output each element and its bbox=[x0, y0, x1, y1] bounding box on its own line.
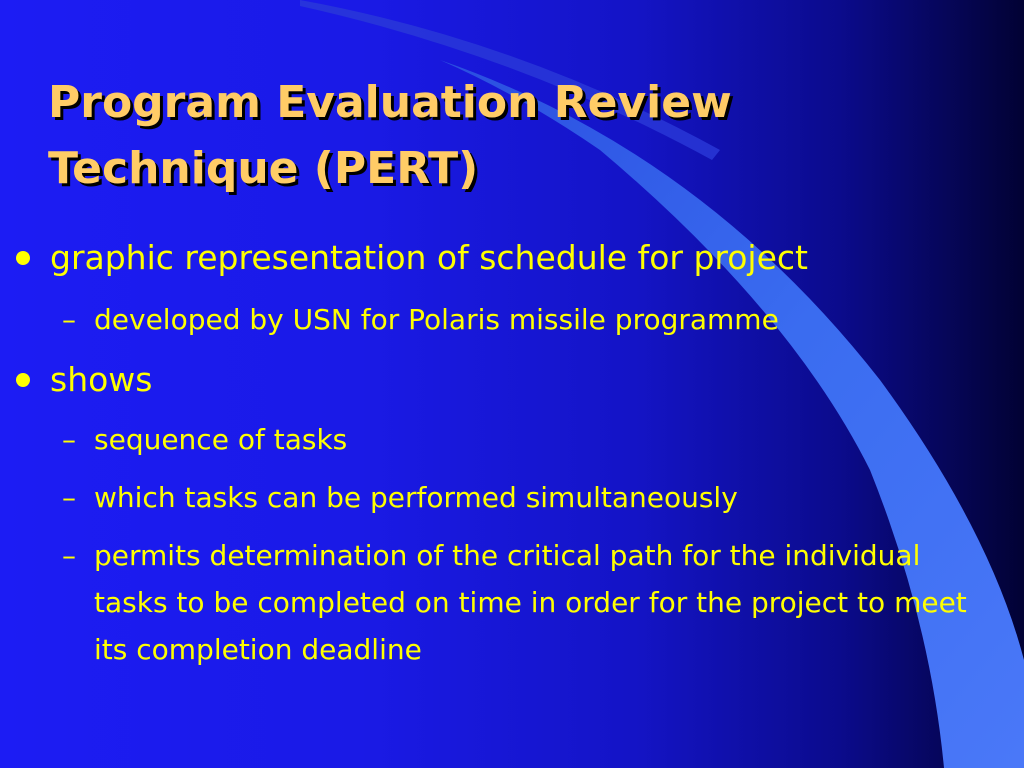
sub-bullet-text: developed by USN for Polaris missile programme bbox=[94, 303, 779, 336]
bullet-text: graphic representation of schedule for project bbox=[50, 238, 808, 277]
bullet-dot-icon bbox=[16, 251, 30, 265]
dash-icon: – bbox=[62, 303, 76, 336]
bullet-dot-icon bbox=[16, 373, 30, 387]
bullet-text: shows bbox=[50, 360, 153, 399]
dash-icon: – bbox=[62, 539, 76, 572]
sub-bullet-text: sequence of tasks bbox=[94, 423, 348, 456]
title-line-1: Program Evaluation Review bbox=[48, 77, 732, 128]
sub-bullet-text: permits determination of the critical path for the individual tasks to be completed on time in order for the project to meet its completion deadline bbox=[94, 539, 967, 666]
title-line-2: Technique (PERT) bbox=[48, 143, 479, 194]
dash-icon: – bbox=[62, 423, 76, 456]
dash-icon: – bbox=[62, 481, 76, 514]
sub-bullet-text: which tasks can be performed simultaneously bbox=[94, 481, 738, 514]
